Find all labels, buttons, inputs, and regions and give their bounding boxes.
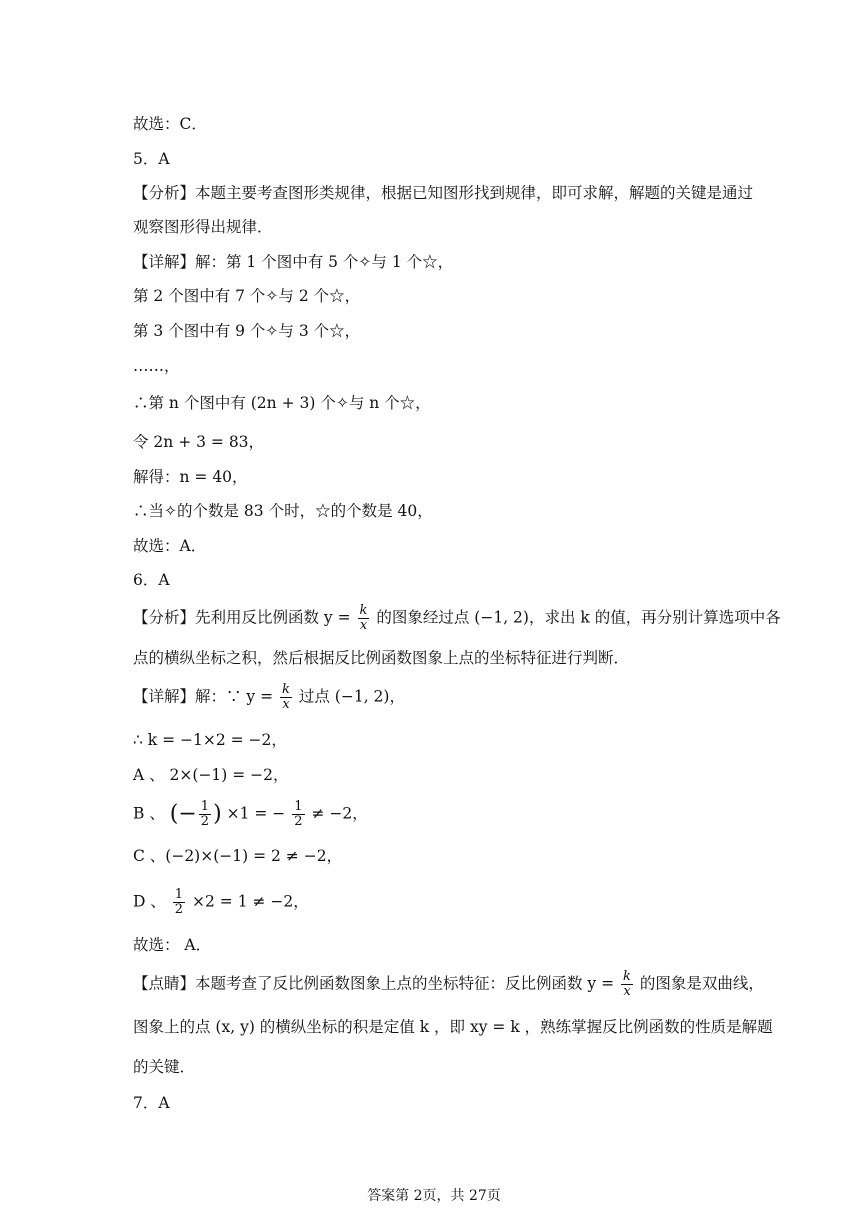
comment-line xyxy=(133,970,808,999)
fraction-numerator: k xyxy=(623,969,631,984)
detail-line: 解得：n = 40， xyxy=(133,468,248,486)
comment-line: 的关键． xyxy=(133,1058,196,1076)
page-footer: 答案第 2页，共 27页 xyxy=(367,1188,501,1204)
option-line: C 、(−2)×(−1) = 2 ≠ −2， xyxy=(133,847,343,865)
detail-line: ∴当✧的个数是 83 个时，☆的个数是 40， xyxy=(133,502,433,520)
analysis-line xyxy=(133,604,808,633)
fraction-denominator: x xyxy=(621,984,633,999)
analysis-line: 点的横纵坐标之积，然后根据反比例函数图象上点的坐标特征进行判断． xyxy=(133,649,630,667)
text-segment: 【分析】先利用反比例函数 y = xyxy=(133,608,351,627)
paren-open: (− xyxy=(169,801,197,827)
fraction-denominator: 2 xyxy=(174,902,184,917)
text-segment: 的图象是双曲线， xyxy=(639,974,764,993)
text-segment: 【详解】解：∵ y = xyxy=(133,687,274,706)
text-line: 故选：C． xyxy=(133,115,207,133)
detail-line: 第 3 个图中有 9 个✧与 3 个☆， xyxy=(133,322,361,340)
question-number: 7．A xyxy=(133,1094,170,1112)
fraction-one-half xyxy=(173,888,185,917)
detail-line: 【详解】解：第 1 个图中有 5 个✧与 1 个☆， xyxy=(133,253,454,271)
question-number: 6．A xyxy=(133,571,170,589)
text-line: 故选： A． xyxy=(133,936,212,954)
option-line xyxy=(133,800,808,829)
option-line xyxy=(133,888,808,917)
detail-line: ……， xyxy=(133,357,180,375)
detail-line xyxy=(133,683,808,712)
text-line: 故选：A． xyxy=(133,537,207,555)
fraction-numerator: k xyxy=(359,603,368,618)
text-segment: ×2 = 1 ≠ −2， xyxy=(192,892,309,911)
fraction-one-half xyxy=(292,800,304,829)
detail-line: ∴ k = −1×2 = −2， xyxy=(133,731,287,749)
text-segment: D 、 xyxy=(133,892,166,911)
option-line: A 、 2×(−1) = −2， xyxy=(133,766,289,784)
text-segment: ×1 = − xyxy=(226,804,286,823)
fraction-numerator: 1 xyxy=(174,887,184,902)
comment-line: 图象上的点 (x, y) 的横纵坐标的积是定值 k ，即 xy = k ，熟练掌握反比例函数的性质是解题 xyxy=(133,1018,773,1036)
fraction-k-over-x xyxy=(621,970,633,999)
fraction-k-over-x xyxy=(358,604,370,633)
analysis-line: 观察图形得出规律． xyxy=(133,218,273,236)
detail-line: 令 2n + 3 = 83， xyxy=(133,433,265,451)
fraction-denominator: 2 xyxy=(200,814,210,829)
fraction-k-over-x xyxy=(280,683,292,712)
question-number: 5．A xyxy=(133,150,170,168)
fraction-one-half xyxy=(199,800,211,829)
fraction-denominator: x xyxy=(280,697,292,712)
fraction-numerator: 1 xyxy=(200,799,210,814)
fraction-denominator: 2 xyxy=(294,814,303,829)
text-segment: B 、 xyxy=(133,804,165,823)
fraction-numerator: 1 xyxy=(294,799,303,814)
text-segment: 的图象经过点 (−1, 2)，求出 k 的值，再分别计算选项中各 xyxy=(376,608,781,627)
text-segment: 【点睛】本题考查了反比例函数图象上点的坐标特征：反比例函数 y = xyxy=(133,974,615,993)
paren-close: ) xyxy=(213,801,222,827)
text-segment: ≠ −2， xyxy=(311,804,368,823)
detail-line: ∴第 n 个图中有 (2n + 3) 个✧与 n 个☆， xyxy=(133,394,431,412)
analysis-line: 【分析】本题主要考查图形类规律，根据已知图形找到规律，即可求解，解题的关键是通过 xyxy=(133,184,754,202)
fraction-numerator: k xyxy=(282,682,290,697)
fraction-denominator: x xyxy=(358,618,370,633)
text-segment: 过点 (−1, 2)， xyxy=(298,687,405,706)
detail-line: 第 2 个图中有 7 个✧与 2 个☆， xyxy=(133,287,361,305)
